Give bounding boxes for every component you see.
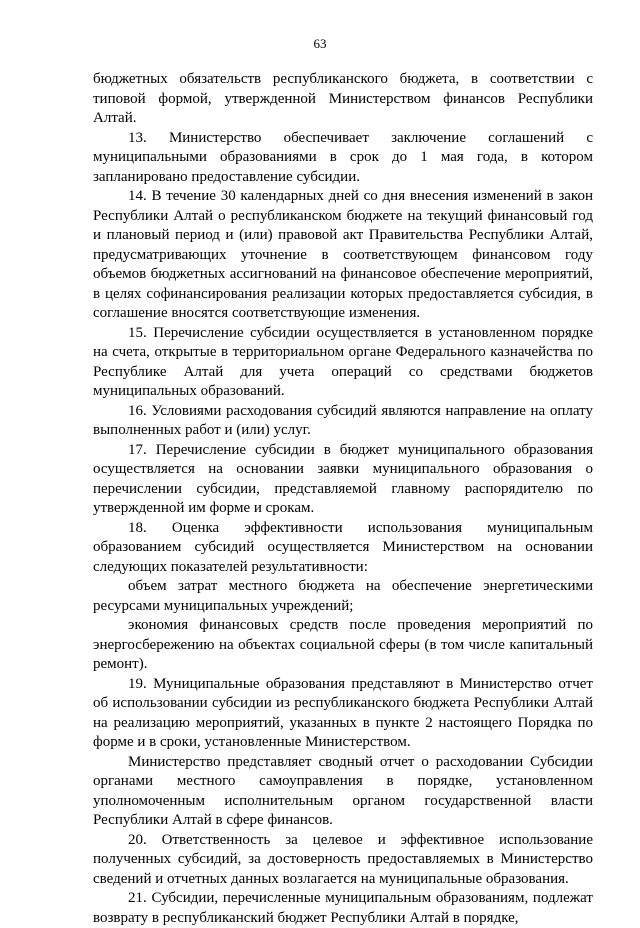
paragraph-15: 15. Перечисление субсидии осуществляется в установленном порядке на счета, открытые в территориальном органе Федерального казначейства по Республике Алтай для учета операций со средствами бюджетов муниципальных образований. [93, 324, 593, 399]
paragraph-19: 19. Муниципальные образования представляют в Министерство отчет об использовании субсидии из республиканского бюджета Республики Алтай на реализацию мероприятий, указанных в пункте 2 настоящего Порядка по форме и в сроки, установленные Министерством. [93, 675, 593, 750]
paragraph-16: 16. Условиями расходования субсидий являются направление на оплату выполненных работ и (или) услуг. [93, 402, 593, 438]
paragraph-19-summary: Министерство представляет сводный отчет о расходовании Субсидии органами местного самоуправления в порядке, установленном уполномоченным исполнительным органом государственной власти Республики Алтай в сфере финансов. [93, 753, 593, 828]
paragraph-20: 20. Ответственность за целевое и эффективное использование полученных субсидий, за достоверность предоставляемых в Министерство сведений и отчетных данных возлагается на муниципальные образования. [93, 831, 593, 887]
paragraph-18: 18. Оценка эффективности использования муниципальным образованием субсидий осуществляется Министерством на основании следующих показателей результативности: [93, 519, 593, 575]
paragraph-18-item-1: объем затрат местного бюджета на обеспечение энергетическими ресурсами муниципальных учреждений; [93, 578, 593, 614]
paragraph-continuation: бюджетных обязательств республиканского бюджета, в соответствии с типовой формой, утвержденной Министерством финансов Республики Алтай. [93, 71, 593, 126]
document-body [93, 70, 593, 928]
paragraph-18-item-2: экономия финансовых средств после проведения мероприятий по энергосбережению на объектах социальной сферы (в том числе капитальный ремонт). [93, 617, 593, 672]
paragraph-17: 17. Перечисление субсидии в бюджет муниципального образования осуществляется на основании заявки муниципального образования о перечислении субсидии, представляемой главному распорядителю по утвержденной им форме и срокам. [93, 441, 593, 516]
page-number: 63 [313, 36, 327, 51]
paragraph-13: 13. Министерство обеспечивает заключение соглашений с муниципальными образованиями в срок до 1 мая года, в котором запланировано предоставление субсидии. [93, 129, 593, 185]
paragraph-21: 21. Субсидии, перечисленные муниципальным образованиям, подлежат возврату в республиканский бюджет Республики Алтай в порядке, [93, 890, 593, 926]
paragraph-14: 14. В течение 30 календарных дней со дня внесения изменений в закон Республики Алтай о республиканском бюджете на текущий финансовый год и плановый период и (или) правовой акт Правительства Республики Алтай, предусматривающих уточнение в соответствующем финансовом году объемов бюджетных ассигнований на финансовое обеспечение мероприятий, в целях софинансирования реализации которых предоставляется субсидия, в соглашение вносятся соответствующие изменения. [93, 188, 593, 321]
